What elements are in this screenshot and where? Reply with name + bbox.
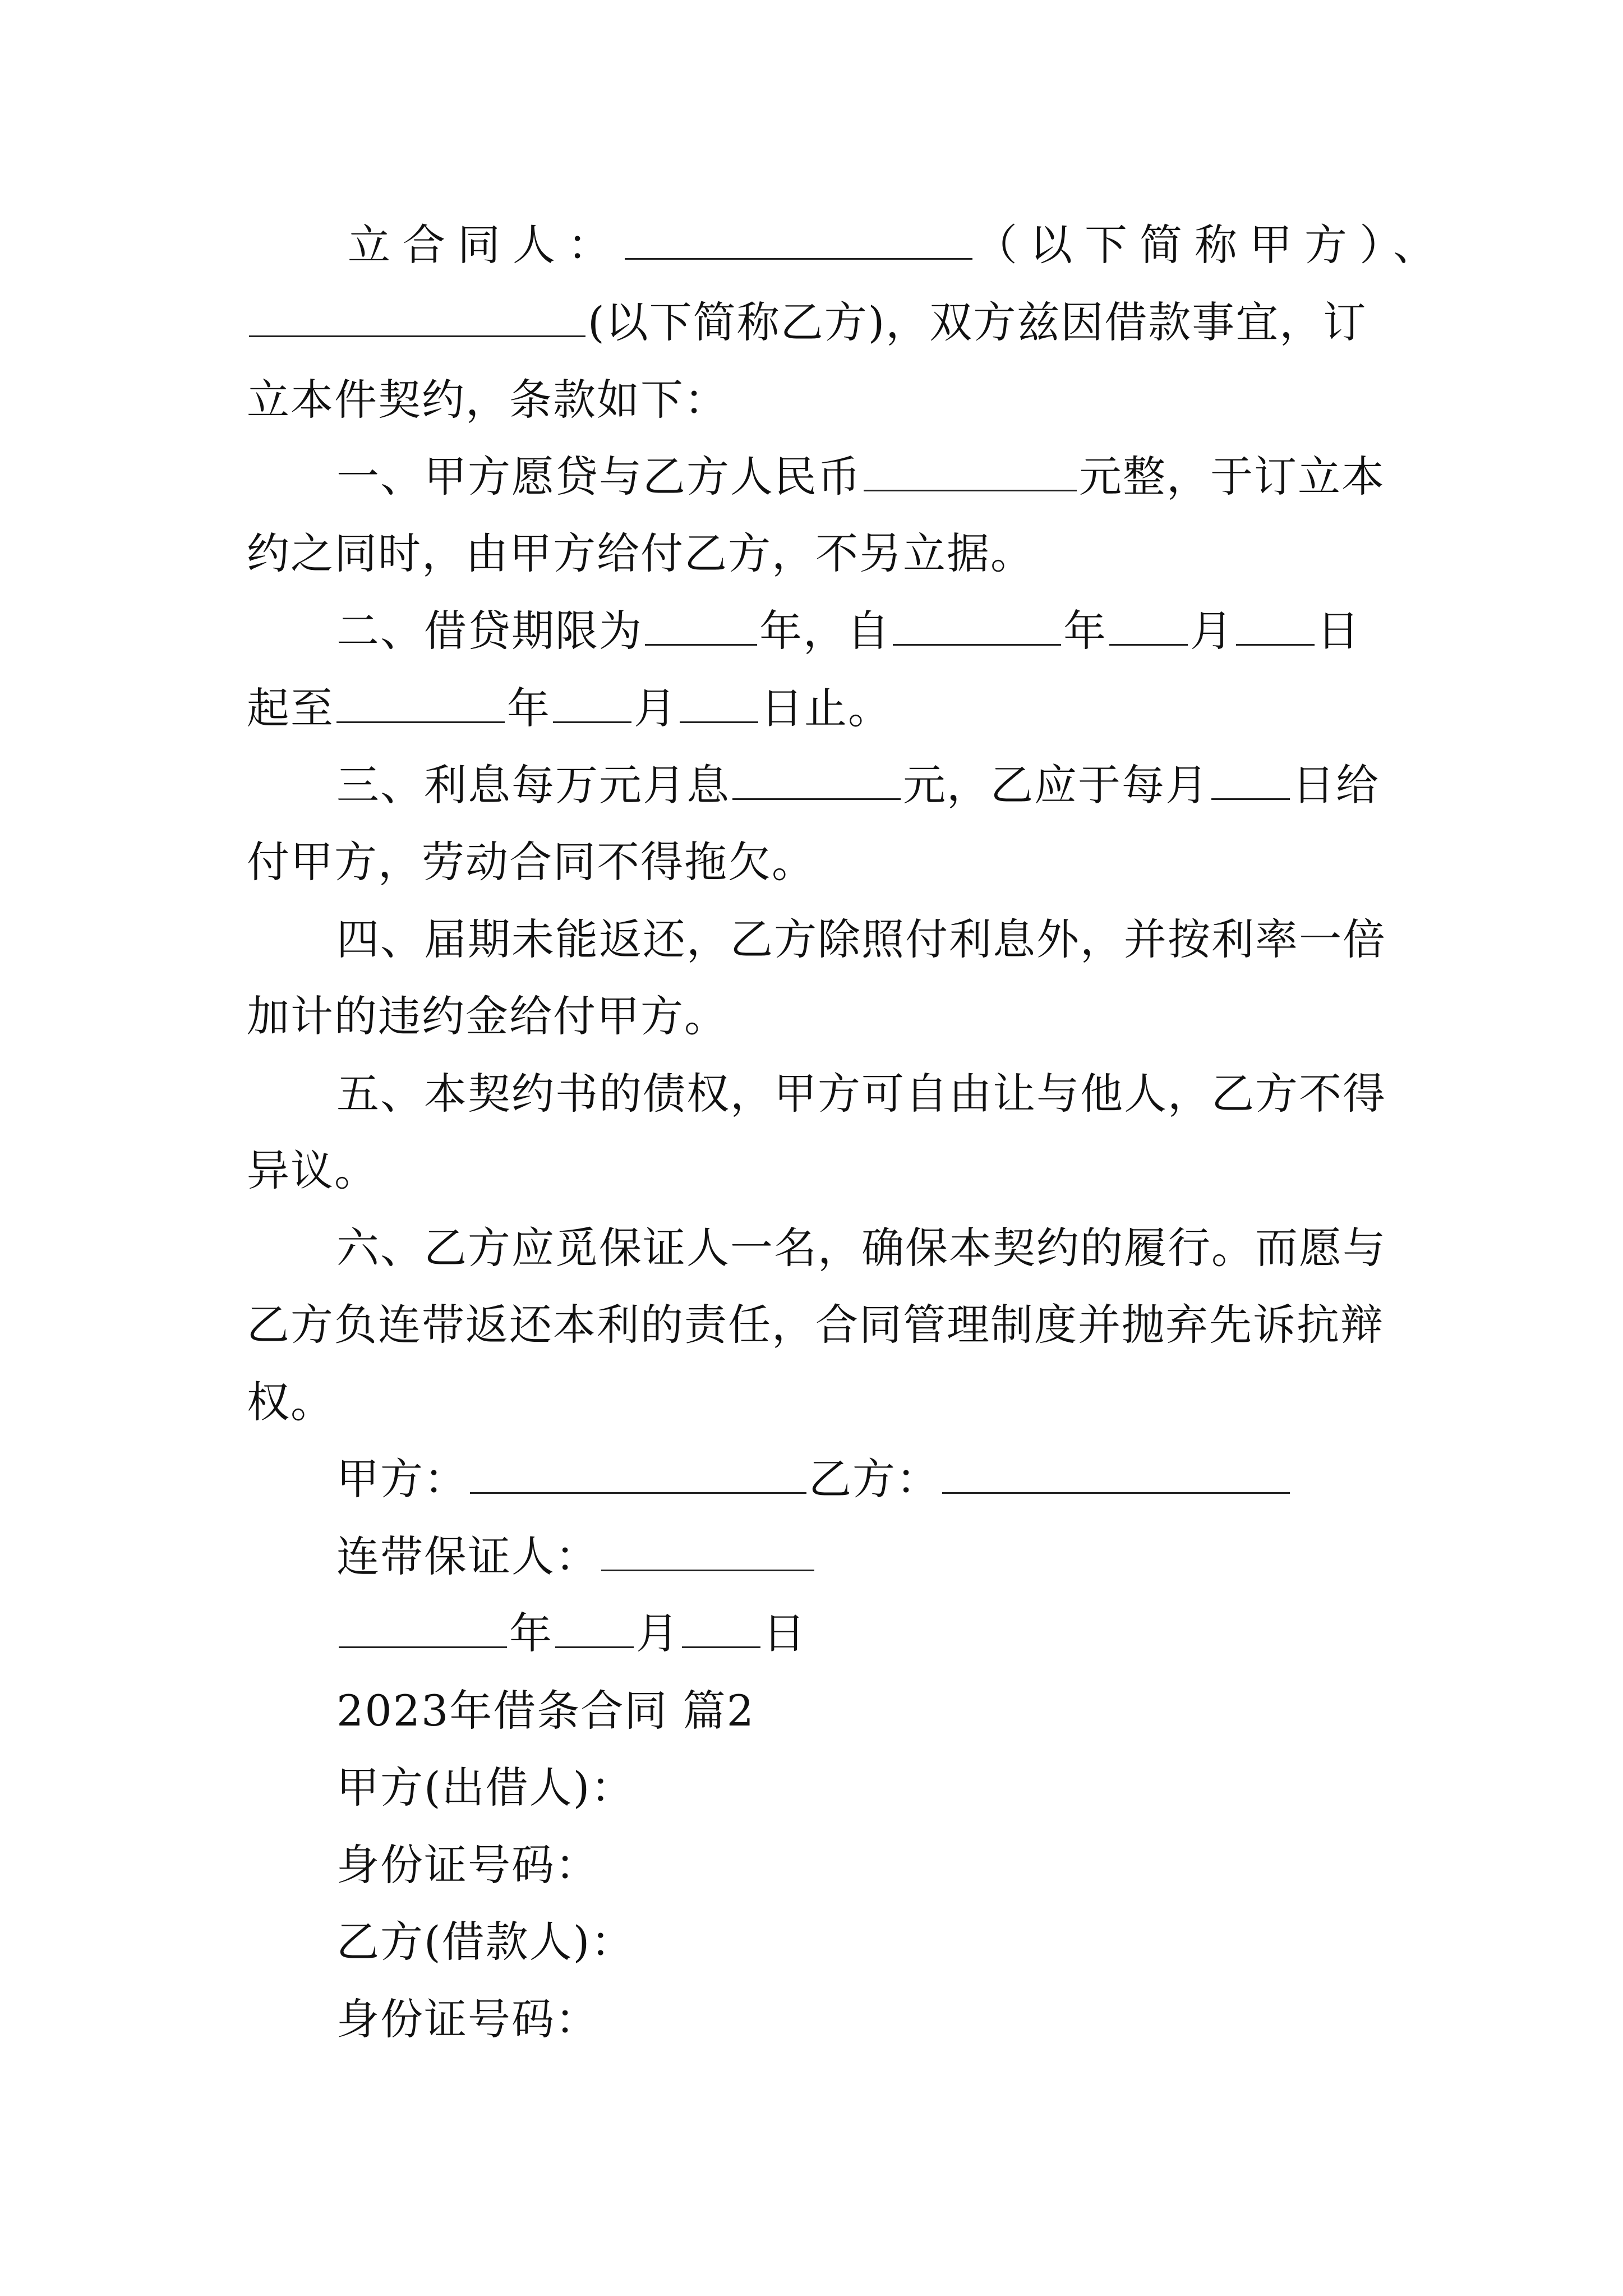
payment-day-blank bbox=[1211, 763, 1290, 800]
signature-year-blank bbox=[339, 1612, 507, 1648]
party-a-suffix: （以下简称甲方）、 bbox=[975, 220, 1448, 270]
signature-year-label: 年 bbox=[509, 1608, 553, 1658]
signature-line bbox=[336, 1448, 1481, 1510]
guarantor-label: 连带保证人： bbox=[336, 1531, 599, 1581]
clause-1-line-2 bbox=[247, 523, 1391, 585]
party-b-signature-blank bbox=[942, 1457, 1290, 1494]
clause-1-text-a: 一、甲方愿贷与乙方人民币 bbox=[336, 452, 861, 501]
clause-6-text-line-1: 六、乙方应觅保证人一名，确保本契约的履行。而愿与 bbox=[336, 1223, 1386, 1273]
contract-party-label: 立合同人： bbox=[348, 220, 623, 270]
clause-3-line-1 bbox=[336, 754, 1481, 816]
interest-blank bbox=[732, 763, 901, 800]
borrower-line bbox=[336, 1911, 1481, 1973]
borrower-id-label: 身份证号码： bbox=[336, 1994, 599, 2044]
signature-month-label: 月 bbox=[636, 1608, 680, 1658]
clause-5-line-1 bbox=[336, 1063, 1481, 1125]
clause-6-line-1 bbox=[336, 1217, 1481, 1279]
party-b-suffix: (以下简称乙方)，双方兹因借款事宜，订 bbox=[588, 297, 1367, 347]
clause-2-text-line2-a: 起至 bbox=[247, 683, 334, 733]
clause-3-text-a: 三、利息每万元月息 bbox=[336, 760, 730, 810]
clause-4-text-line-1: 四、届期未能返还，乙方除照付利息外，并按利率一倍 bbox=[336, 914, 1386, 964]
clause-2-text-e: 日 bbox=[1317, 606, 1361, 656]
lender-id-label: 身份证号码： bbox=[336, 1840, 599, 1890]
clause-2-text-a: 二、借贷期限为 bbox=[336, 606, 643, 656]
opening-line-1 bbox=[348, 214, 1492, 276]
clause-2-text-line2-d: 日止。 bbox=[760, 683, 892, 733]
clause-2-text-d: 月 bbox=[1190, 606, 1234, 656]
clause-2-text-line2-b: 年 bbox=[507, 683, 551, 733]
guarantor-line bbox=[336, 1526, 1481, 1588]
start-month-blank bbox=[1109, 609, 1188, 646]
lender-id-line bbox=[336, 1834, 1481, 1896]
clause-1-text-line-2: 约之同时，由甲方给付乙方，不另立据。 bbox=[247, 528, 1034, 578]
clause-5-line-2 bbox=[247, 1140, 1391, 1202]
signature-date-line bbox=[336, 1603, 1481, 1664]
party-b-blank bbox=[249, 301, 585, 337]
guarantor-blank bbox=[601, 1535, 814, 1571]
clause-2-line-2 bbox=[247, 678, 1391, 739]
clause-3-text-b: 元，乙应于每月 bbox=[903, 760, 1209, 810]
clause-2-line-1 bbox=[336, 600, 1481, 662]
clause-4-line-1 bbox=[336, 909, 1481, 970]
opening-line-2 bbox=[247, 292, 1391, 353]
borrower-id-line bbox=[336, 1989, 1481, 2050]
clause-3-text-c: 日给 bbox=[1292, 760, 1380, 810]
signature-month-blank bbox=[555, 1612, 634, 1648]
clause-6-line-3 bbox=[247, 1372, 1391, 1433]
term-years-blank bbox=[645, 609, 757, 646]
clause-4-line-2 bbox=[247, 986, 1391, 1047]
amount-blank bbox=[864, 455, 1077, 491]
party-a-signature-label: 甲方： bbox=[336, 1454, 468, 1504]
opening-line-3 bbox=[247, 369, 1391, 431]
end-day-blank bbox=[680, 687, 758, 723]
signature-day-blank bbox=[682, 1612, 760, 1648]
clause-2-text-b: 年，自 bbox=[759, 606, 891, 656]
borrower-label: 乙方(借款人)： bbox=[336, 1917, 635, 1967]
clause-4-text-line-2: 加计的违约金给付甲方。 bbox=[247, 991, 728, 1041]
end-year-blank bbox=[336, 687, 505, 723]
start-day-blank bbox=[1236, 609, 1315, 646]
clause-5-text-line-2: 异议。 bbox=[247, 1145, 378, 1195]
start-year-blank bbox=[893, 609, 1061, 646]
clause-1-text-b: 元整，于订立本 bbox=[1079, 452, 1385, 501]
clause-2-text-c: 年 bbox=[1063, 606, 1107, 656]
clause-3-line-2 bbox=[247, 831, 1391, 893]
section-2-heading bbox=[336, 1680, 1481, 1742]
clause-6-text-line-3: 权。 bbox=[247, 1377, 334, 1427]
section-2-heading-text: 2023年借条合同 篇2 bbox=[336, 1686, 755, 1736]
clause-6-line-2 bbox=[247, 1294, 1391, 1356]
lender-line bbox=[336, 1757, 1481, 1819]
clause-5-text-line-1: 五、本契约书的债权，甲方可自由让与他人，乙方不得 bbox=[336, 1069, 1386, 1119]
clause-1-line-1 bbox=[336, 446, 1481, 508]
clause-6-text-line-2: 乙方负连带返还本利的责任，合同管理制度并抛弃先诉抗辩 bbox=[247, 1300, 1384, 1350]
lender-label: 甲方(出借人)： bbox=[336, 1763, 635, 1812]
end-month-blank bbox=[553, 687, 631, 723]
opening-text: 立本件契约，条款如下： bbox=[247, 375, 728, 425]
party-b-signature-label: 乙方： bbox=[809, 1454, 940, 1504]
signature-day-label: 日 bbox=[763, 1608, 806, 1658]
clause-2-text-line2-c: 月 bbox=[634, 683, 677, 733]
clause-3-text-line-2: 付甲方，劳动合同不得拖欠。 bbox=[247, 837, 815, 887]
party-a-signature-blank bbox=[470, 1457, 806, 1494]
party-a-blank bbox=[625, 223, 972, 260]
